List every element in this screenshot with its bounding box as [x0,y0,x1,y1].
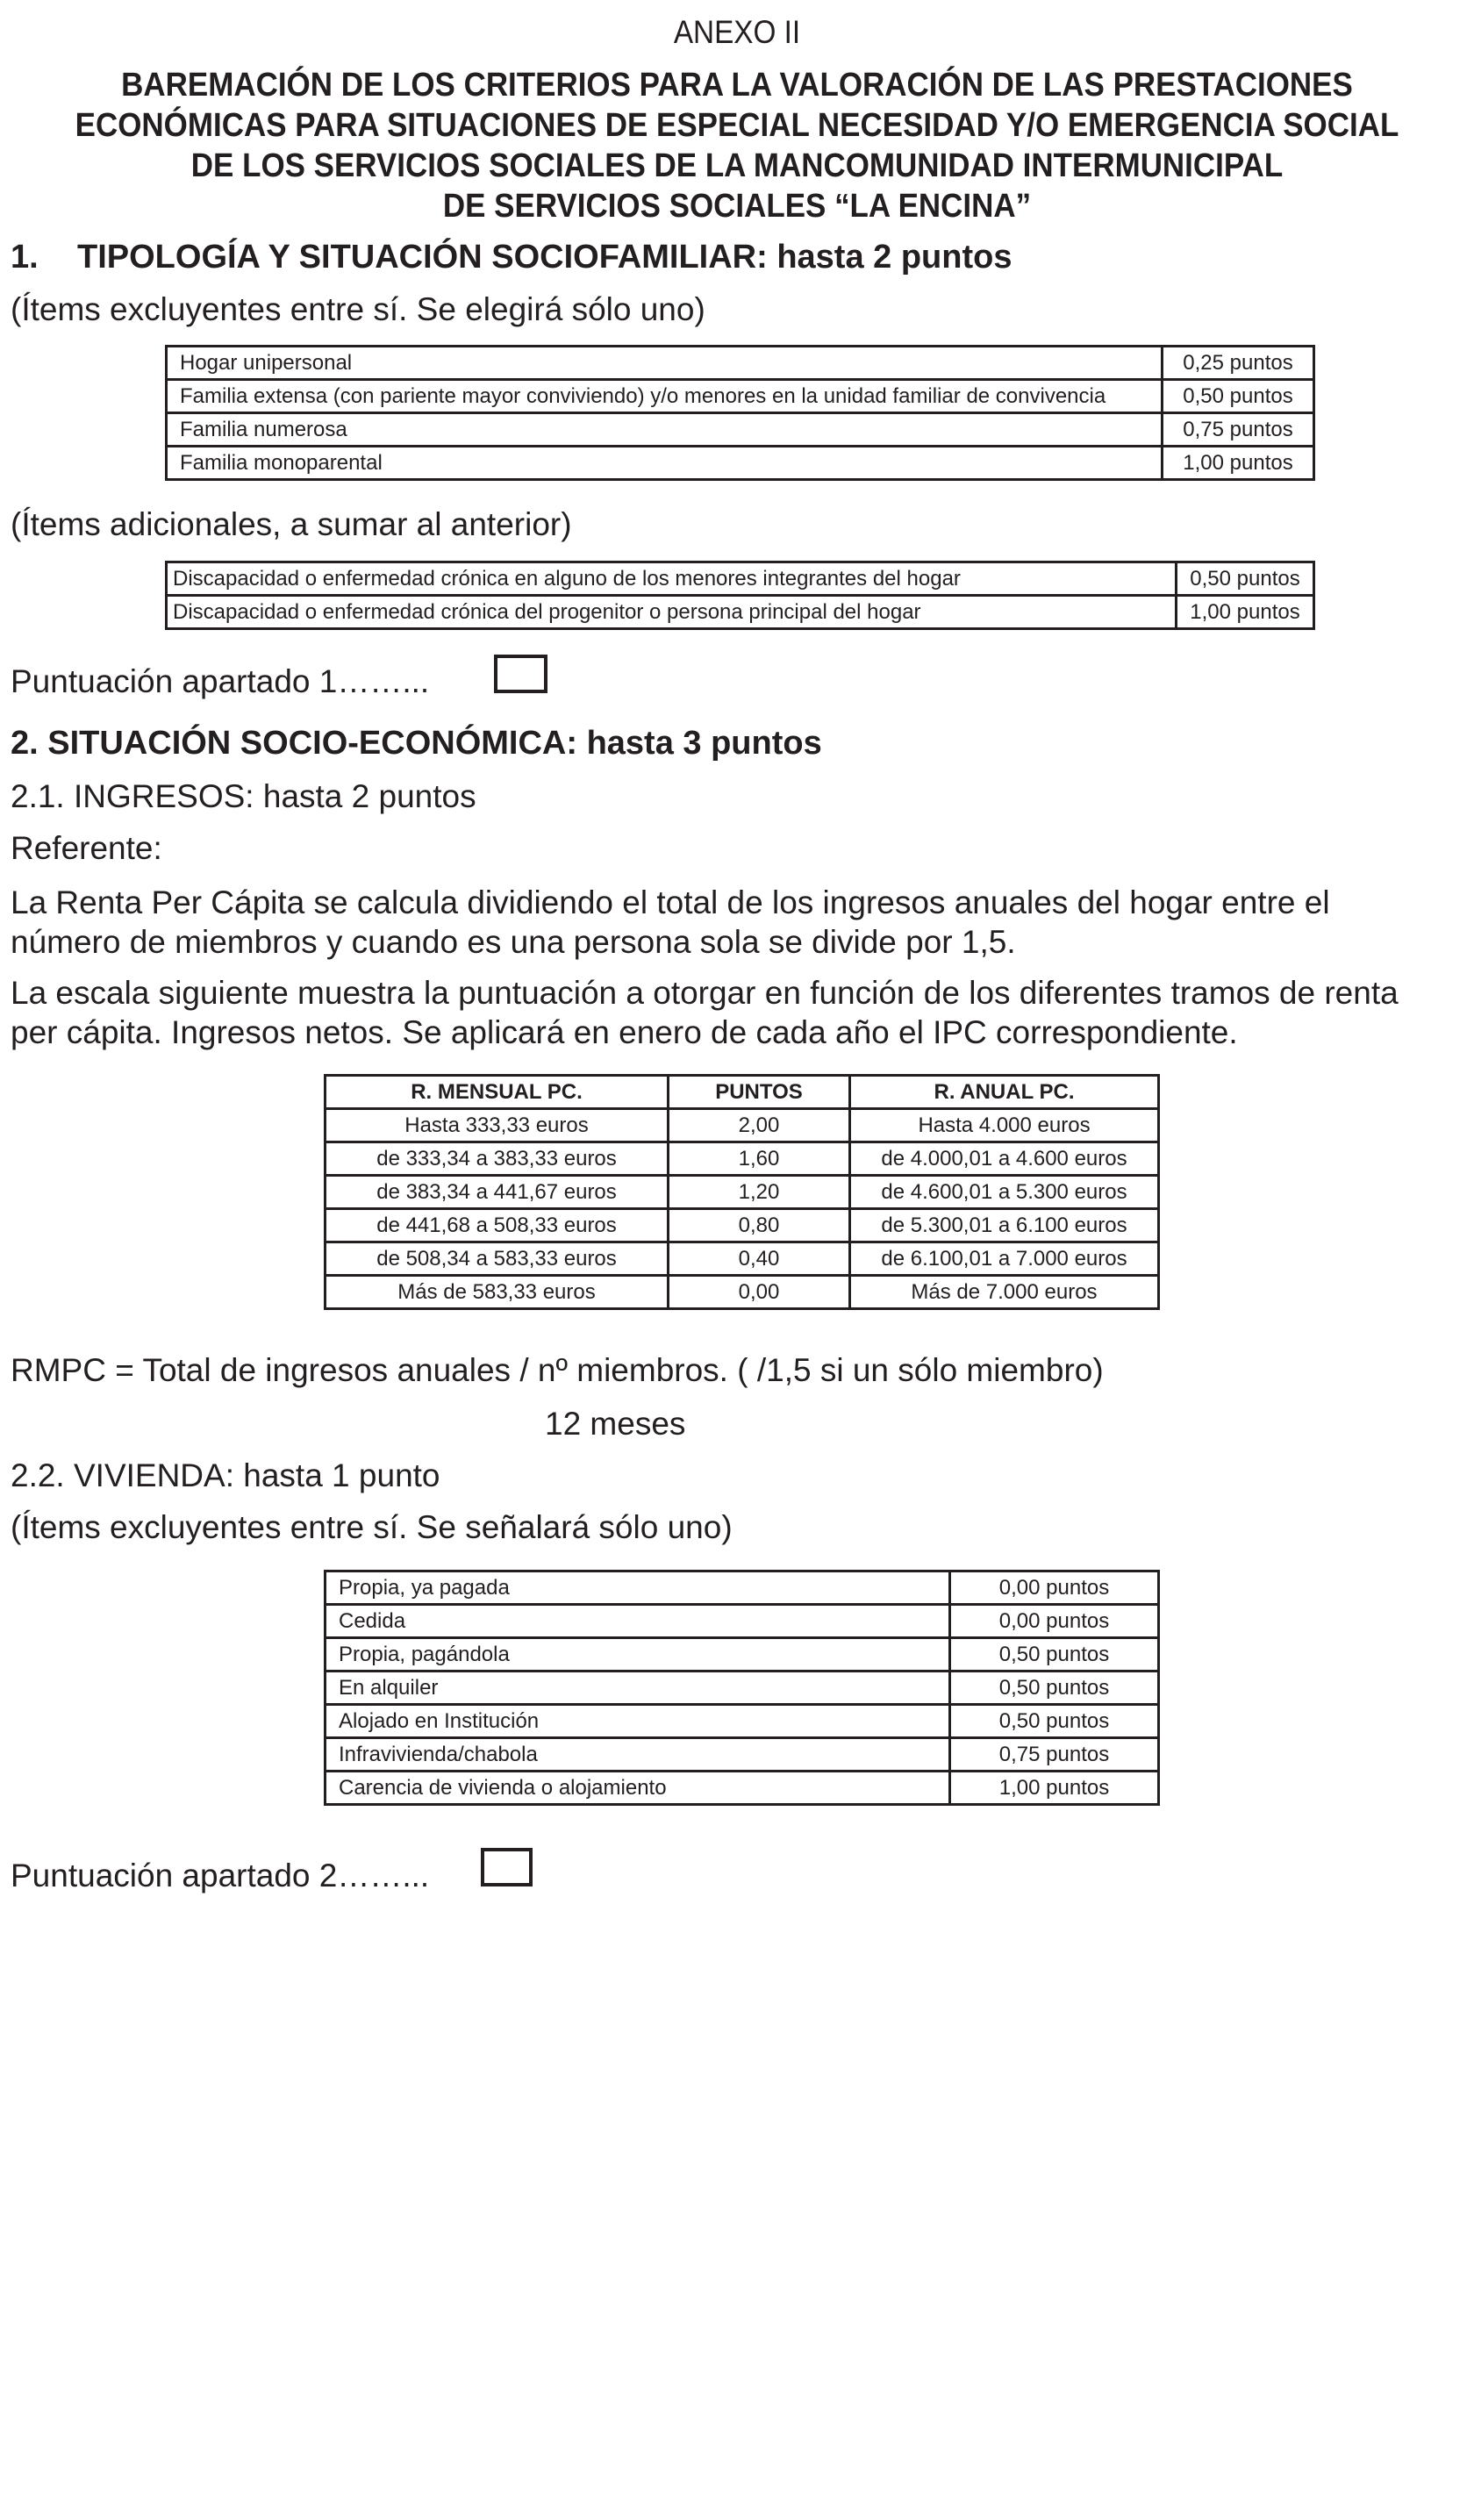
table-row [167,596,1314,629]
item-points: 1,00 puntos [950,1772,1159,1805]
title-line: BAREMACIÓN DE LOS CRITERIOS PARA LA VALORACIÓN DE LAS PRESTACIONES [121,67,1353,104]
column-header: R. ANUAL PC. [850,1076,1159,1109]
monthly-income-cell: de 441,68 a 508,33 euros [326,1209,669,1242]
table-row [167,562,1314,596]
family-type-table [165,345,1315,481]
section2-score-label: Puntuación apartado 2……... [11,1858,430,1894]
income-scale-table [324,1074,1160,1310]
item-points: 1,00 puntos [1177,596,1314,629]
item-label: En alquiler [326,1672,950,1705]
table-row [167,347,1314,380]
table-row [167,413,1314,447]
section1-additional-note: (Ítems adicionales, a sumar al anterior) [11,506,572,542]
points-cell: 2,00 [669,1109,850,1142]
item-points: 0,00 puntos [950,1571,1159,1605]
monthly-income-cell: Más de 583,33 euros [326,1276,669,1309]
income-paragraph-2 [11,973,1399,1052]
title-line: DE SERVICIOS SOCIALES “LA ENCINA” [442,188,1032,225]
rmpc-formula: RMPC = Total de ingresos anuales / nº miembros. ( /1,5 si un sólo miembro) [11,1352,1104,1388]
item-points: 1,00 puntos [1163,447,1314,480]
item-label: Carencia de vivienda o alojamiento [326,1772,950,1805]
column-header: PUNTOS [669,1076,850,1109]
paragraph-line: per cápita. Ingresos netos. Se aplicará en enero de cada año el IPC correspondiente. [11,1014,1238,1050]
item-points: 0,50 puntos [1163,380,1314,413]
annual-income-cell: de 6.100,01 a 7.000 euros [850,1242,1159,1276]
item-label: Hogar unipersonal [167,347,1163,380]
annual-income-cell: de 4.600,01 a 5.300 euros [850,1176,1159,1209]
table-row [326,1705,1159,1738]
table-row [326,1605,1159,1638]
item-label: Discapacidad o enfermedad crónica del progenitor o persona principal del hogar [167,596,1177,629]
points-cell: 1,60 [669,1142,850,1176]
points-cell: 0,00 [669,1276,850,1309]
table-row [326,1276,1159,1309]
monthly-income-cell: Hasta 333,33 euros [326,1109,669,1142]
housing-heading: 2.2. VIVIENDA: hasta 1 punto [11,1457,440,1493]
table-row [326,1109,1159,1142]
section1-score-box[interactable] [494,655,547,693]
table-row [326,1242,1159,1276]
table-row [167,380,1314,413]
paragraph-line: La Renta Per Cápita se calcula dividiendo el total de los ingresos anuales del hogar entre el [11,884,1330,920]
item-label: Familia monoparental [167,447,1163,480]
housing-exclusive-note: (Ítems excluyentes entre sí. Se señalará sólo uno) [11,1509,733,1545]
section1-exclusive-note: (Ítems excluyentes entre sí. Se elegirá sólo uno) [11,291,705,327]
points-cell: 0,80 [669,1209,850,1242]
item-label: Infravivienda/chabola [326,1738,950,1772]
points-cell: 0,40 [669,1242,850,1276]
annual-income-cell: de 4.000,01 a 4.600 euros [850,1142,1159,1176]
item-label: Propia, ya pagada [326,1571,950,1605]
section2-heading: 2. SITUACIÓN SOCIO-ECONÓMICA: hasta 3 puntos [11,725,822,762]
item-label: Familia numerosa [167,413,1163,447]
paragraph-line: número de miembros y cuando es una persona sola se divide por 1,5. [11,924,1016,960]
table-row [167,447,1314,480]
income-referent: Referente: [11,830,162,866]
annual-income-cell: Más de 7.000 euros [850,1276,1159,1309]
section2-score-box[interactable] [481,1848,533,1886]
table-row [326,1142,1159,1176]
annual-income-cell: de 5.300,01 a 6.100 euros [850,1209,1159,1242]
monthly-income-cell: de 508,34 a 583,33 euros [326,1242,669,1276]
item-label: Cedida [326,1605,950,1638]
item-label: Propia, pagándola [326,1638,950,1672]
table-row [326,1672,1159,1705]
housing-table [324,1570,1160,1806]
item-points: 0,50 puntos [950,1705,1159,1738]
title-line: ECONÓMICAS PARA SITUACIONES DE ESPECIAL NECESIDAD Y/O EMERGENCIA SOCIAL [75,107,1399,144]
item-points: 0,50 puntos [950,1672,1159,1705]
table-row [326,1176,1159,1209]
item-label: Alojado en Institución [326,1705,950,1738]
item-points: 0,50 puntos [1177,562,1314,596]
section1-number: 1. [11,239,39,276]
item-points: 0,00 puntos [950,1605,1159,1638]
column-header: R. MENSUAL PC. [326,1076,669,1109]
annex-label: ANEXO II [673,14,801,50]
paragraph-line: La escala siguiente muestra la puntuación a otorgar en función de los diferentes tramos de renta [11,975,1399,1011]
rmpc-formula-denominator: 12 meses [545,1406,686,1442]
title-line: DE LOS SERVICIOS SOCIALES DE LA MANCOMUNIDAD INTERMUNICIPAL [190,147,1284,184]
table-row [326,1772,1159,1805]
table-header-row [326,1076,1159,1109]
item-label: Familia extensa (con pariente mayor conviviendo) y/o menores en la unidad familiar de convivencia [167,380,1163,413]
monthly-income-cell: de 333,34 a 383,33 euros [326,1142,669,1176]
annual-income-cell: Hasta 4.000 euros [850,1109,1159,1142]
table-row [326,1571,1159,1605]
document-title [0,65,1474,226]
section1-score-label: Puntuación apartado 1……... [11,663,430,699]
table-row [326,1638,1159,1672]
table-row [326,1738,1159,1772]
income-paragraph-1 [11,883,1330,962]
item-points: 0,75 puntos [1163,413,1314,447]
item-label: Discapacidad o enfermedad crónica en alguno de los menores integrantes del hogar [167,562,1177,596]
points-cell: 1,20 [669,1176,850,1209]
income-heading: 2.1. INGRESOS: hasta 2 puntos [11,778,476,814]
item-points: 0,75 puntos [950,1738,1159,1772]
item-points: 0,50 puntos [950,1638,1159,1672]
section1-heading: TIPOLOGÍA Y SITUACIÓN SOCIOFAMILIAR: hasta 2 puntos [77,239,1012,276]
item-points: 0,25 puntos [1163,347,1314,380]
monthly-income-cell: de 383,34 a 441,67 euros [326,1176,669,1209]
additional-items-table [165,561,1315,630]
table-row [326,1209,1159,1242]
